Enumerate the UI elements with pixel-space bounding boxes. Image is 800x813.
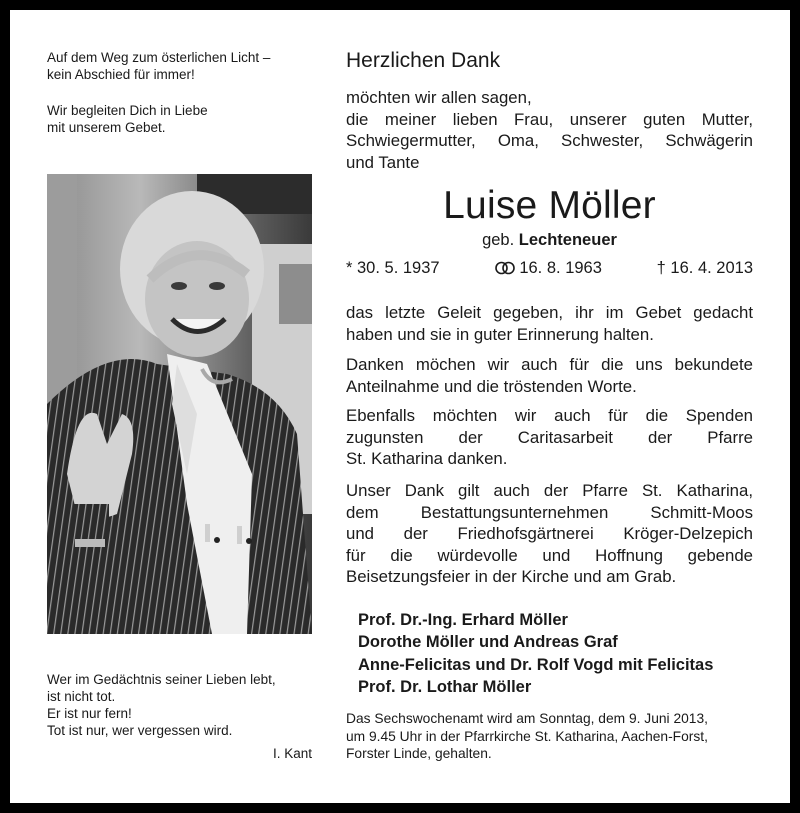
text-line: möchten wir allen sagen, [346,88,532,107]
verse-line: Auf dem Weg zum österlichen Licht – [47,50,271,65]
family-signatures [358,609,713,698]
text-line: Danken möchen wir auch für die uns bekundete [346,355,753,374]
wedding-rings-icon [494,261,516,275]
text-line: Das Sechswochenamt wird am Sonntag, dem 9. Juni 2013, [346,711,708,726]
verse-top [47,49,270,83]
text-line: zugunsten der Caritasarbeit der Pfarre [346,427,753,447]
text-line: um 9.45 Uhr in der Pfarrkirche St. Katharina, Aachen-Forst, [346,728,708,744]
text-line: und Tante [346,152,420,172]
text-line: Forster Linde, gehalten. [346,746,492,761]
text-line: Beisetzungsfeier in der Kirche und am Grab. [346,567,677,586]
marriage-date: 16. 8. 1963 [519,259,602,277]
marriage-date-group [494,257,602,279]
maiden-name [346,230,753,250]
text-line: Schwiegermutter, Oma, Schwester, Schwägerin [346,131,753,150]
birth-date: * 30. 5. 1937 [346,259,440,277]
page-title: Herzlichen Dank [346,49,501,72]
maiden-prefix: geb. [482,231,515,249]
life-dates [346,257,753,279]
verse-line: Wer im Gedächtnis seiner Lieben lebt, [47,672,276,687]
verse-line: Tot ist nur, wer vergessen wird. [47,723,233,738]
verse-line: Wir begleiten Dich in Liebe [47,103,208,118]
text-line: für die würdevolle und Hoffnung gebende [346,545,753,565]
intro-paragraph [346,87,753,173]
thanks-paragraph [346,405,753,470]
portrait-photo [47,174,312,634]
text-line: St. Katharina danken. [346,449,508,468]
text-line: Ebenfalls möchten wir auch für die Spenden [346,406,753,425]
death-date: † 16. 4. 2013 [656,259,753,277]
signature-line: Anne-Felicitas und Dr. Rolf Vogd mit Felicitas [358,655,714,674]
thanks-paragraph [346,354,753,397]
thanks-paragraph [346,302,753,345]
verse-line: mit unserem Gebet. [47,120,166,135]
text-line: haben und sie in guter Erinnerung halten. [346,324,654,344]
text-line: dem Bestattungsunternehmen Schmitt-Moos [346,502,753,522]
signature-line: Prof. Dr.-Ing. Erhard Möller [358,611,568,629]
verse-top-2 [47,102,208,136]
verse-line: kein Abschied für immer! [47,67,195,82]
verse-line: Er ist nur fern! [47,706,132,721]
text-line: Anteilnahme und die tröstenden Worte. [346,376,637,396]
text-line: das letzte Geleit gegeben, ihr im Gebet gedacht [346,303,753,322]
maiden-surname: Lechteneuer [518,231,617,249]
deceased-name: Luise Möller [443,184,656,227]
portrait-illustration [47,174,312,634]
signature-line: Prof. Dr. Lothar Möller [358,677,532,696]
memorial-service-note [346,710,756,763]
thanks-paragraph [346,480,753,588]
text-line: die meiner lieben Frau, unserer guten Mutter, [346,109,753,129]
quote-attribution: I. Kant [272,746,312,761]
text-line: und der Friedhofsgärtnerei Kröger-Delzepich [346,524,753,543]
text-line: Unser Dank gilt auch der Pfarre St. Katharina, [346,481,753,500]
verse-line: ist nicht tot. [47,689,116,704]
signature-line: Dorothe Möller und Andreas Graf [358,633,618,652]
verse-bottom [47,671,276,739]
